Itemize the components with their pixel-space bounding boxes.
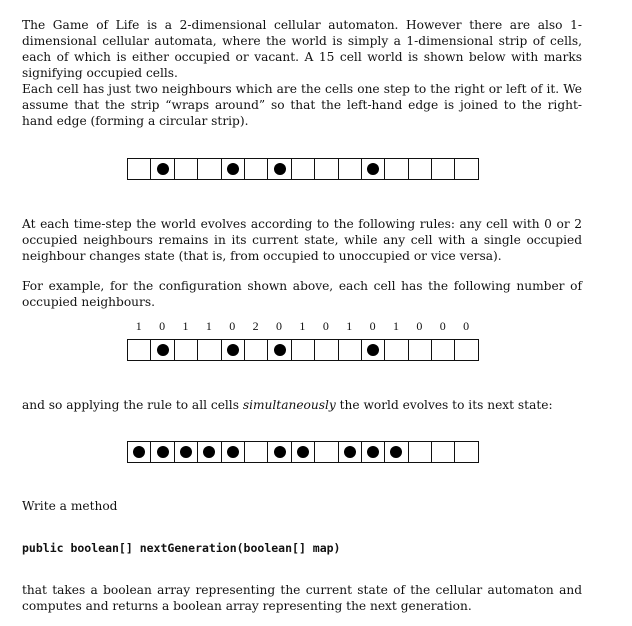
strip-cell bbox=[151, 339, 174, 361]
strip-cell bbox=[292, 339, 315, 361]
neighbour-count: 0 bbox=[159, 319, 166, 333]
occupied-mark-icon bbox=[274, 344, 286, 356]
strip-cell bbox=[385, 441, 408, 463]
strip-cell bbox=[198, 441, 221, 463]
neighbour-count: 1 bbox=[299, 319, 306, 333]
strip-cell bbox=[409, 339, 432, 361]
strip-cell bbox=[455, 441, 478, 463]
occupied-mark-icon bbox=[344, 446, 356, 458]
occupied-mark-icon bbox=[157, 163, 169, 175]
occupied-mark-icon bbox=[274, 163, 286, 175]
rules-paragraph: At each time-step the world evolves according to the following rules: any cell with 0 or 2 occupied neighbours remains in its current state, while any cell with a single occupied neighbour changes state (that is, from occupied to unoccupied or vice versa). bbox=[22, 217, 582, 263]
strip-cell bbox=[292, 158, 315, 180]
strip-cell bbox=[151, 441, 174, 463]
occupied-mark-icon bbox=[157, 446, 169, 458]
neighbour-count: 1 bbox=[346, 319, 353, 333]
occupied-mark-icon bbox=[227, 163, 239, 175]
description-paragraph: that takes a boolean array representing the current state of the cellular automaton and computes and returns a boolean array representing the next generation. bbox=[22, 583, 582, 613]
occupied-mark-icon bbox=[390, 446, 402, 458]
occupied-mark-icon bbox=[203, 446, 215, 458]
occupied-mark-icon bbox=[133, 446, 145, 458]
occupied-mark-icon bbox=[367, 446, 379, 458]
strip-cell bbox=[385, 339, 408, 361]
strip-cell bbox=[339, 441, 362, 463]
neighbour-count: 1 bbox=[205, 319, 212, 333]
simultaneously-emphasis: simultaneously bbox=[242, 398, 336, 412]
strip-cell bbox=[339, 158, 362, 180]
strip-cell bbox=[268, 158, 291, 180]
strip-cell bbox=[245, 339, 268, 361]
strip-cell bbox=[409, 158, 432, 180]
strip-cell bbox=[315, 339, 338, 361]
occupied-mark-icon bbox=[227, 446, 239, 458]
occupied-mark-icon bbox=[297, 446, 309, 458]
strip-cell bbox=[292, 441, 315, 463]
neighbour-count: 0 bbox=[322, 319, 329, 333]
strip-cell bbox=[175, 158, 198, 180]
strip-cell bbox=[385, 158, 408, 180]
example-strip bbox=[127, 339, 479, 361]
example-paragraph: For example, for the configuration shown above, each cell has the following number of occupied neighbours. bbox=[22, 279, 582, 309]
strip-cell bbox=[198, 339, 221, 361]
strip-cell bbox=[222, 441, 245, 463]
strip-cell bbox=[128, 158, 151, 180]
strip-cell bbox=[128, 441, 151, 463]
strip-cell bbox=[151, 158, 174, 180]
strip-cell bbox=[222, 158, 245, 180]
strip-cell bbox=[245, 441, 268, 463]
occupied-mark-icon bbox=[274, 446, 286, 458]
intro-paragraph: The Game of Life is a 2-dimensional cellular automaton. However there are also 1-dimensional cellular automata, where the world is simply a 1-dimensional strip of cells, each of which is either occupied or vacant. A 15 cell world is shown below with marks signifying occupied cells. bbox=[22, 18, 582, 80]
neighbour-count: 2 bbox=[252, 319, 259, 333]
strip-cell bbox=[339, 339, 362, 361]
strip-cell bbox=[455, 158, 478, 180]
strip-cell bbox=[175, 441, 198, 463]
neighbour-counts-row bbox=[127, 319, 478, 333]
apply-rule-paragraph bbox=[22, 397, 582, 413]
neighbour-count: 0 bbox=[439, 319, 446, 333]
strip-cell bbox=[268, 339, 291, 361]
strip-cell bbox=[362, 339, 385, 361]
neighbour-count: 0 bbox=[369, 319, 376, 333]
neighbours-paragraph: Each cell has just two neighbours which are the cells one step to the right or left of it. We assume that the strip “wraps around” so that the left-hand edge is joined to the right-hand edge (forming a circular strip). bbox=[22, 82, 582, 128]
strip-cell bbox=[409, 441, 432, 463]
strip-cell bbox=[245, 158, 268, 180]
strip-cell bbox=[175, 339, 198, 361]
strip-cell bbox=[315, 158, 338, 180]
apply-rule-text-end: the world evolves to its next state: bbox=[335, 398, 553, 412]
occupied-mark-icon bbox=[180, 446, 192, 458]
strip-cell bbox=[432, 339, 455, 361]
strip-cell bbox=[455, 339, 478, 361]
neighbour-count: 1 bbox=[135, 319, 142, 333]
strip-cell bbox=[315, 441, 338, 463]
neighbour-count: 0 bbox=[276, 319, 283, 333]
next-generation-strip bbox=[127, 441, 479, 463]
strip-cell bbox=[362, 441, 385, 463]
occupied-mark-icon bbox=[367, 163, 379, 175]
occupied-mark-icon bbox=[157, 344, 169, 356]
strip-cell bbox=[198, 158, 221, 180]
strip-cell bbox=[362, 158, 385, 180]
strip-cell bbox=[222, 339, 245, 361]
neighbour-count: 0 bbox=[229, 319, 236, 333]
strip-cell bbox=[432, 158, 455, 180]
apply-rule-text-start: and so applying the rule to all cells bbox=[22, 398, 243, 412]
occupied-mark-icon bbox=[227, 344, 239, 356]
write-method-paragraph: Write a method bbox=[22, 499, 118, 513]
neighbour-count: 1 bbox=[182, 319, 189, 333]
strip-cell bbox=[432, 441, 455, 463]
strip-cell bbox=[268, 441, 291, 463]
neighbour-count: 1 bbox=[392, 319, 399, 333]
neighbour-count: 0 bbox=[463, 319, 470, 333]
method-signature: public boolean[] nextGeneration(boolean[] map) bbox=[22, 541, 341, 555]
neighbour-count: 0 bbox=[416, 319, 423, 333]
strip-cell bbox=[128, 339, 151, 361]
occupied-mark-icon bbox=[367, 344, 379, 356]
initial-strip bbox=[127, 158, 479, 180]
